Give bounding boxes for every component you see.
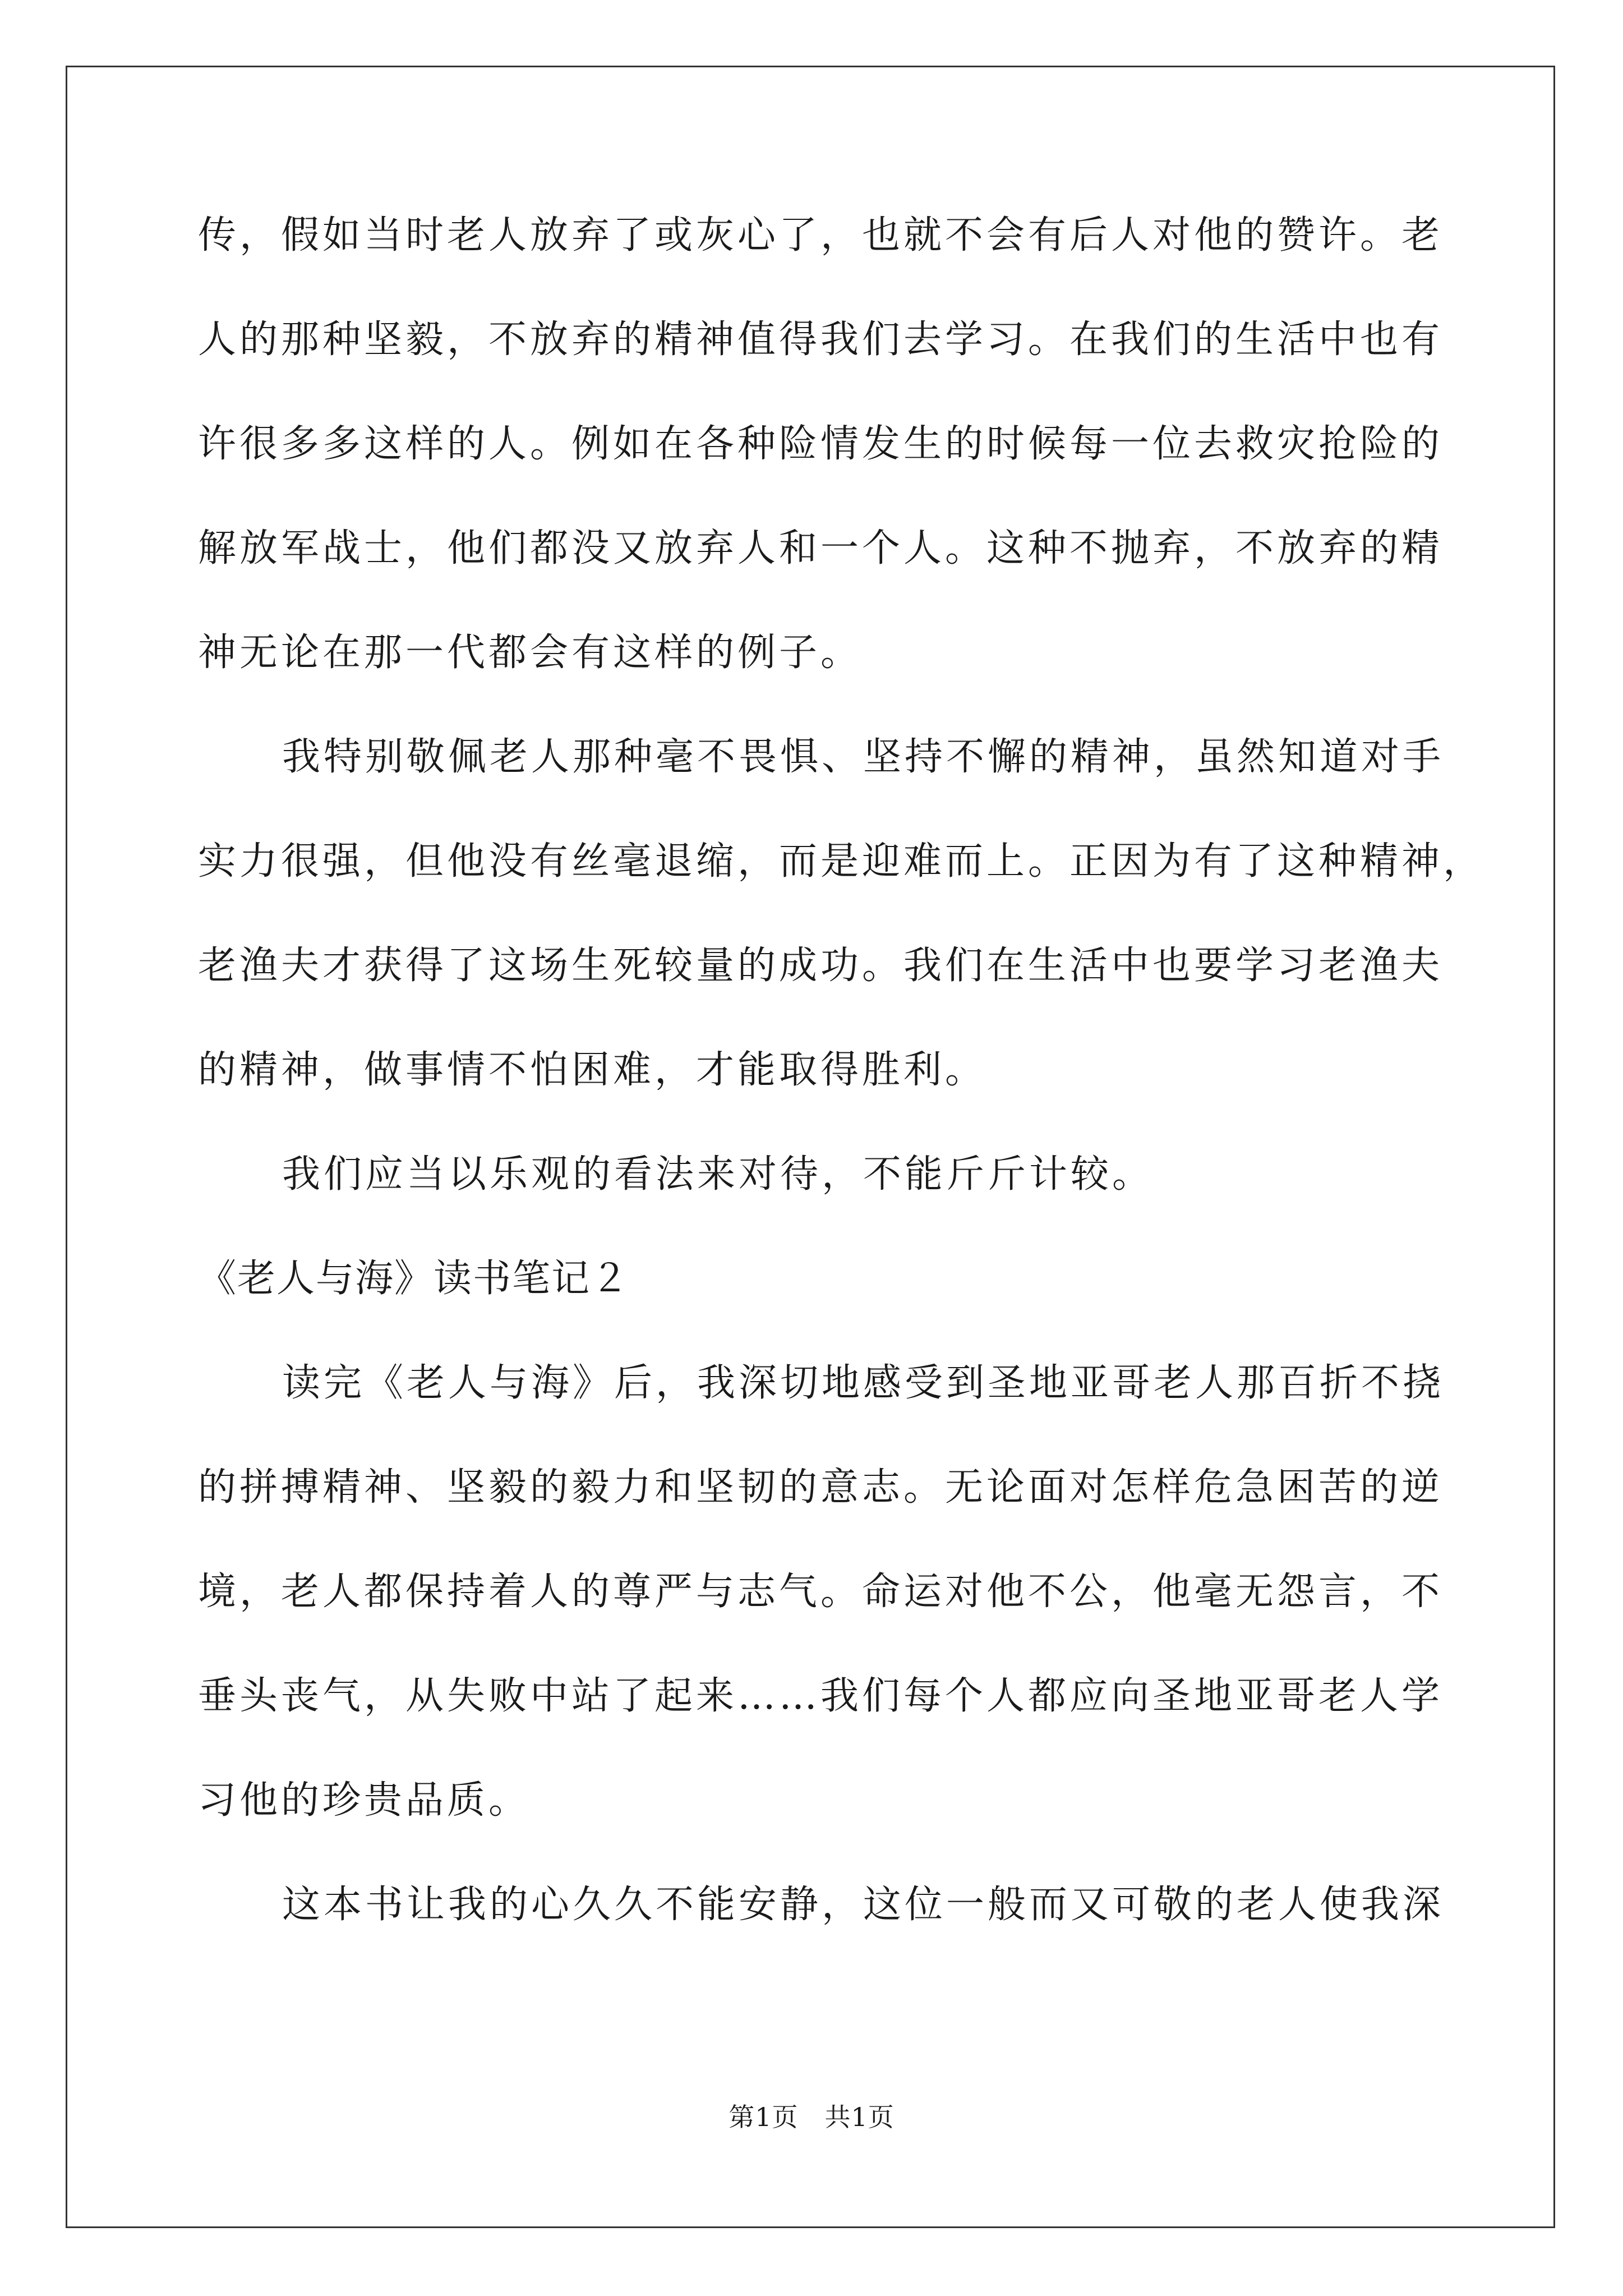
text-line: 许很多多这样的人。例如在各种险情发生的时候每一位去救灾抢险的 xyxy=(198,422,1444,466)
text-line: 传，假如当时老人放弃了或灰心了，也就不会有后人对他的赞许。老 xyxy=(198,213,1444,257)
text-line: 解放军战士，他们都没又放弃人和一个人。这种不抛弃，不放弃的精 xyxy=(198,526,1444,570)
text-line: 实力很强，但他没有丝毫退缩，而是迎难而上。正因为有了这种精神， xyxy=(198,839,1485,884)
page-footer: 第1页 共1页 xyxy=(728,2102,895,2132)
text-line: 老渔夫才获得了这场生死较量的成功。我们在生活中也要学习老渔夫 xyxy=(198,944,1444,988)
paragraph-start: 这本书让我的心久久不能安静，这位一般而又可敬的老人使我深 xyxy=(282,1883,1445,1927)
text-line: 的拼搏精神、坚毅的毅力和坚韧的意志。无论面对怎样危急困苦的逆 xyxy=(198,1465,1444,1510)
text-line: 的精神，做事情不怕困难，才能取得胜利。 xyxy=(198,1048,987,1092)
paragraph-start: 我们应当以乐观的看法来对待，不能斤斤计较。 xyxy=(282,1152,1154,1197)
section-heading: 《老人与海》读书笔记２ xyxy=(198,1257,630,1301)
text-line: 神无论在那一代都会有这样的例子。 xyxy=(198,631,863,675)
text-line: 垂头丧气，从失败中站了起来……我们每个人都应向圣地亚哥老人学 xyxy=(198,1674,1444,1718)
paragraph-start: 我特别敬佩老人那种毫不畏惧、坚持不懈的精神，虽然知道对手 xyxy=(282,735,1445,779)
text-line: 人的那种坚毅，不放弃的精神值得我们去学习。在我们的生活中也有 xyxy=(198,318,1444,362)
paragraph-start: 读完《老人与海》后，我深切地感受到圣地亚哥老人那百折不挠 xyxy=(282,1361,1445,1405)
text-line: 境，老人都保持着人的尊严与志气。命运对他不公，他毫无怨言，不 xyxy=(198,1570,1444,1614)
text-line: 习他的珍贵品质。 xyxy=(198,1778,531,1823)
